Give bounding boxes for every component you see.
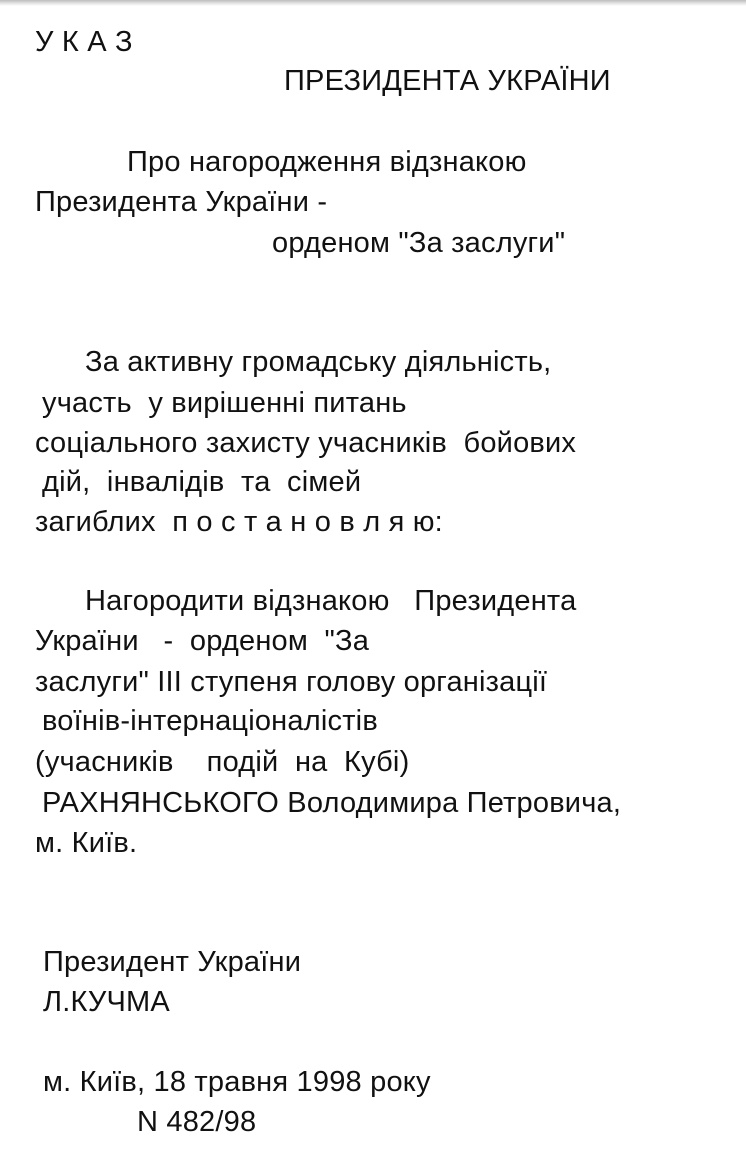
title-line-3: орденом "За заслуги" — [272, 227, 566, 259]
decision-line-7: м. Київ. — [35, 827, 138, 859]
preamble-line-2: участь у вирішенні питань — [42, 387, 407, 419]
page-top-edge — [0, 0, 746, 6]
title-line-2: Президента України - — [35, 186, 328, 218]
decision-line-3: заслуги" ІІІ ступеня голову організації — [35, 666, 548, 698]
decision-line-6: РАХНЯНСЬКОГО Володимира Петровича, — [42, 787, 622, 819]
decree-number: N 482/98 — [137, 1106, 257, 1138]
title-line-1: Про нагородження відзнакою — [127, 146, 527, 178]
place-and-date: м. Київ, 18 травня 1998 року — [43, 1066, 431, 1098]
preamble-line-1: За активну громадську діяльність, — [85, 346, 552, 378]
preamble-line-5: загиблих п о с т а н о в л я ю: — [35, 506, 443, 538]
decree-issuer: ПРЕЗИДЕНТА УКРАЇНИ — [284, 65, 611, 97]
preamble-line-3: соціального захисту учасників бойових — [35, 427, 577, 459]
decision-line-5: (учасників подій на Кубі) — [35, 746, 410, 778]
decision-line-2: України - орденом "За — [35, 625, 370, 657]
decision-line-4: воїнів-інтернаціоналістів — [42, 705, 378, 737]
signatory-position: Президент України — [43, 946, 302, 978]
decree-label: У К А З — [35, 26, 133, 58]
signatory-name: Л.КУЧМА — [43, 986, 170, 1018]
decision-line-1: Нагородити відзнакою Президента — [85, 585, 577, 617]
preamble-line-4: дій, інвалідів та сімей — [42, 466, 362, 498]
